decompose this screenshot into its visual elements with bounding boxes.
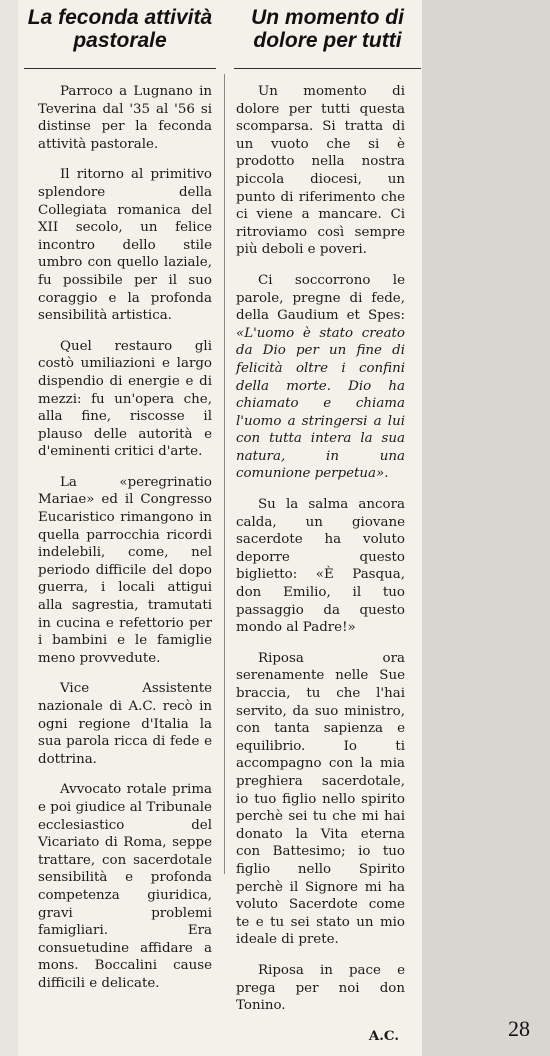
right-column-title: Un momento di dolore per tutti: [251, 6, 404, 52]
right-column: [230, 0, 425, 1044]
paragraph: La «peregrinatio Mariae» ed il Congresso Eucaristico rimangono in quella parrocchia ricordi indelebili, come, nel periodo difficile del dopo guerra, i locali attigui alla sagrestia, tramutati in cucina e refettorio per i bambini e le famiglie meno provvedute.: [38, 474, 212, 666]
paragraph: Parroco a Lugnano in Teverina dal '35 al '56 si distinse per la feconda attività pastorale.: [38, 84, 212, 152]
gaudium-et-spes-quote: «L'uomo è stato creato da Dio per un fine di felicità oltre i confini della morte. Dio ha chiamato e chiama l'uomo a stringersi a lui con tutta intera la sua natura, in una comunione perpetua»: [236, 325, 405, 482]
signature: A.C.: [368, 1027, 399, 1044]
paragraph: Su la salma ancora calda, un giovane sacerdote ha voluto deporre questo biglietto: «È Pasqua, don Emilio, il tuo passaggio da questo mondo al Padre!»: [236, 497, 405, 636]
quote-intro: Ci soccorrono le parole, pregne di fede, della Gaudium et Spes:: [236, 272, 405, 324]
quote-end: .: [384, 466, 389, 482]
paragraph: Avvocato rotale prima e poi giudice al Tribunale ecclesiastico del Vicariato di Roma, seppe trattare, con sacerdotale sensibilità e profonda competenza giuridica, gravi problemi famigliari. Era consuetudine affidare a mons. Boccalini cause difficili e delicate.: [38, 782, 212, 991]
left-column: [20, 0, 220, 1006]
paragraph: Il ritorno al primitivo splendore della Collegiata romanica del XII secolo, un felice incontro dello stile umbro con quello laziale, fu possibile per il suo coraggio e la profonda sensibilità artistica.: [38, 167, 212, 324]
paragraph: Vice Assistente nazionale di A.C. recò in ogni regione d'Italia la sua parola ricca di fede e dottrina.: [38, 681, 212, 767]
column-divider: [224, 74, 225, 874]
paragraph: Un momento di dolore per tutti questa scomparsa. Si tratta di un vuoto che si è prodotto nella nostra piccola diocesi, un punto di riferimento che ci viene a mancare. Ci ritroviamo così sempre più deboli e poveri.: [236, 84, 405, 258]
paragraph-quote: [230, 272, 425, 483]
page-number: 28: [508, 1016, 530, 1041]
title-rule: [24, 68, 216, 69]
adjacent-column-bleed: [422, 0, 550, 1056]
title-rule: [234, 68, 421, 69]
paragraph: Riposa ora serenamente nelle Sue braccia, tu che l'hai servito, da suo ministro, con tanta sapienza e equilibrio. Io ti accompagno con la mia preghiera sacerdotale, io tuo figlio nello spirito perchè sei tu che mi hai donato la Vita eterna con Battesimo; io tuo figlio nello Spirito perchè il Signore mi ha voluto Sacerdote come te e tu sei stato un mio ideale di prete.: [236, 650, 405, 948]
left-column-title: La feconda attività pastorale: [27, 6, 213, 52]
paragraph: Riposa in pace e prega per noi don Tonino.: [236, 962, 405, 1014]
adjacent-page-edge: [0, 0, 18, 1056]
paragraph: Quel restauro gli costò umiliazioni e largo dispendio di energie e di mezzi: fu un'opera che, alla fine, riscosse il plauso delle autorità e d'eminenti critici d'arte.: [38, 338, 212, 460]
